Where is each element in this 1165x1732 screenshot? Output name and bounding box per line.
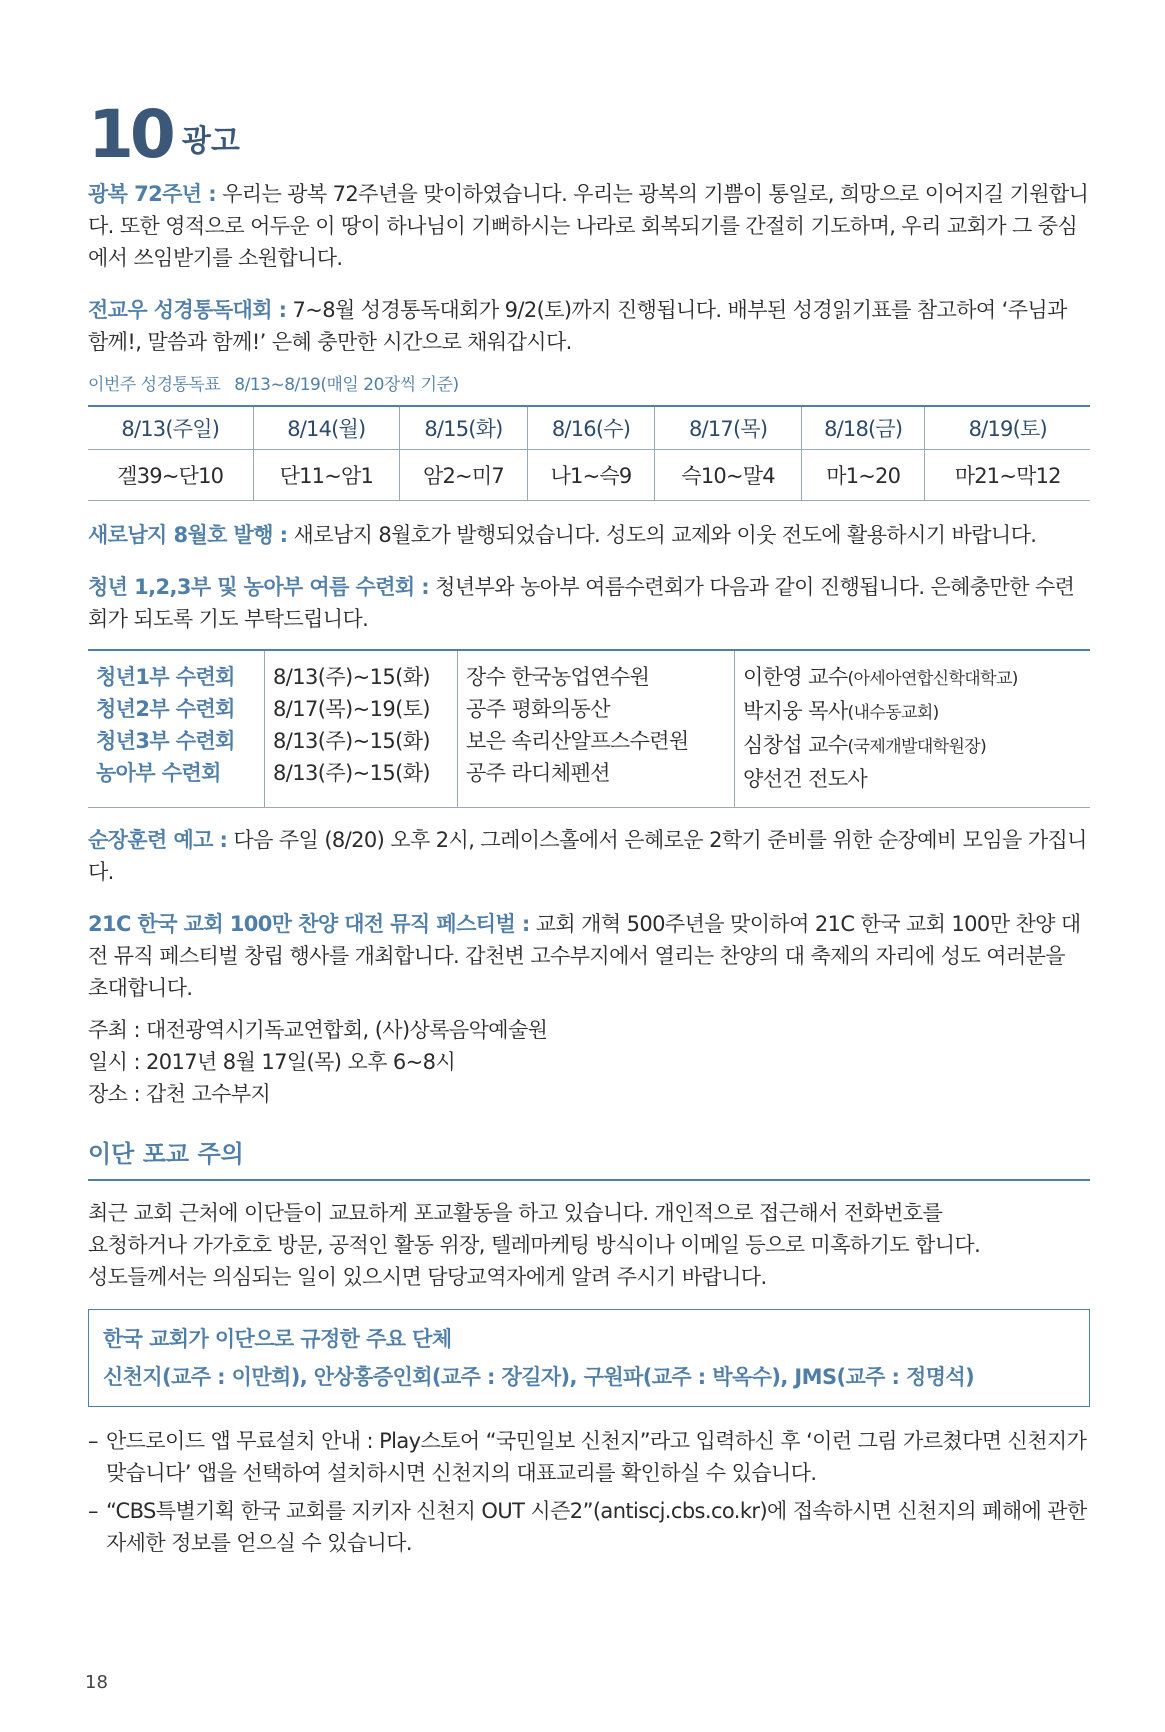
retreat-speaker: 박지웅 목사(내수동교회) bbox=[743, 699, 939, 723]
speaker-affiliation: (국제개발대학원장) bbox=[847, 737, 987, 757]
speaker-affiliation: (내수동교회) bbox=[847, 703, 939, 723]
heresy-body bbox=[88, 1197, 1090, 1293]
table-row bbox=[88, 450, 1090, 501]
announcement-page bbox=[88, 96, 1090, 1565]
note-text: “CBS특별기획 한국 교회를 지키자 신천지 OUT 시즌2”(antiscj.cbs.co.kr)에 접속하시면 신천지의 폐해에 관한 자세한 정보를 얻으실 수 있습니다. bbox=[106, 1499, 1087, 1555]
retreat-name: 청년2부 수련회 bbox=[96, 697, 235, 721]
announcement-text: 교회 개혁 500주년을 맞이하여 21C 한국 교회 100만 찬양 대전 뮤직 페스티벌 창립 행사를 개최합니다. 갑천변 고수부지에서 열리는 찬양의 대 축제의 자리에 성도 여러분을 초대합니다. bbox=[88, 912, 1081, 1000]
announcement-music-festival bbox=[88, 908, 1090, 1004]
announcement-text: 다음 주일 (8/20) 오후 2시, 그레이스홀에서 은혜로운 2학기 준비를 위한 순장예비 모임을 가집니다. bbox=[88, 828, 1087, 884]
table-row bbox=[88, 650, 1090, 808]
table-cell: 겔39~단10 bbox=[117, 464, 224, 488]
retreat-speaker: 양선건 전도사 bbox=[743, 767, 868, 791]
announcement-label: 순장훈련 예고 : bbox=[88, 828, 228, 852]
retreat-place: 보은 속리산알프스수련원 bbox=[466, 729, 689, 753]
announcement-retreat bbox=[88, 571, 1090, 635]
retreat-date: 8/13(주)~15(화) bbox=[273, 761, 431, 785]
table-header-cell: 8/16(수) bbox=[527, 406, 655, 450]
table-cell: 암2~미7 bbox=[400, 450, 528, 501]
heresy-body-line: 요청하거나 가가호호 방문, 공적인 활동 위장, 텔레마케팅 방식이나 이메일 등으로 미혹하기도 합니다. bbox=[88, 1233, 981, 1257]
dash-bullet: – bbox=[88, 1429, 98, 1453]
dash-bullet: – bbox=[88, 1499, 98, 1523]
retreat-name: 청년1부 수련회 bbox=[96, 665, 235, 689]
table-cell: 슥10~말4 bbox=[655, 450, 802, 501]
retreat-date: 8/17(목)~19(토) bbox=[273, 697, 431, 721]
announcement-text: 새로남지 8월호가 발행되었습니다. 성도의 교제와 이웃 전도에 활용하시기 바랍니다. bbox=[287, 523, 1037, 547]
heresy-groups-box bbox=[88, 1309, 1090, 1407]
reading-table-caption bbox=[88, 370, 1090, 395]
heresy-body-line: 성도들께서는 의심되는 일이 있으시면 담당교역자에게 알려 주시기 바랍니다. bbox=[88, 1265, 767, 1289]
section-heading bbox=[88, 96, 1090, 173]
retreat-places bbox=[458, 650, 735, 808]
retreat-name: 농아부 수련회 bbox=[96, 761, 221, 785]
heresy-box-list: 신천지(교주 : 이만희), 안상홍증인회(교주 : 장길자), 구원파(교주 : 박옥수), JMS(교주 : 정명석) bbox=[103, 1365, 975, 1389]
table-header-cell: 8/13(주일) bbox=[88, 406, 253, 450]
retreat-name: 청년3부 수련회 bbox=[96, 729, 235, 753]
table-header-cell: 8/15(화) bbox=[400, 406, 528, 450]
table-header-cell: 8/17(목) bbox=[655, 406, 802, 450]
note-android-app bbox=[88, 1425, 1090, 1489]
retreat-place: 장수 한국농업연수원 bbox=[466, 665, 650, 689]
heresy-body-line: 최근 교회 근처에 이단들이 교묘하게 포교활동을 하고 있습니다. 개인적으로 접근해서 전화번호를 bbox=[88, 1201, 943, 1225]
heresy-box-title: 한국 교회가 이단으로 규정한 주요 단체 bbox=[103, 1327, 452, 1351]
announcement-liberation bbox=[88, 178, 1090, 274]
announcement-newsletter bbox=[88, 519, 1090, 551]
table-cell: 마21~막12 bbox=[925, 450, 1090, 501]
announcement-text: 우리는 광복 72주년을 맞이하였습니다. 우리는 광복의 기쁨이 통일로, 희망으로 이어지길 기원합니다. 또한 영적으로 어두운 이 땅이 하나님이 기뻐하시는 나라로 회복되기를 간절히 기도하며, 우리 교회가 그 중심에서 쓰임받기를 소원합니다. bbox=[88, 182, 1089, 270]
table-cell: 단11~암1 bbox=[253, 450, 400, 501]
retreat-speaker: 심창섭 교수(국제개발대학원장) bbox=[743, 733, 987, 757]
announcement-label: 새로남지 8월호 발행 : bbox=[88, 523, 288, 547]
retreat-date: 8/13(주)~15(화) bbox=[273, 665, 431, 689]
retreat-names bbox=[88, 650, 265, 808]
table-header-cell: 8/18(금) bbox=[801, 406, 925, 450]
festival-info bbox=[88, 1014, 1090, 1110]
section-title: 광고 bbox=[181, 124, 240, 159]
caption-range: 8/13~8/19(매일 20장씩 기준) bbox=[234, 375, 459, 395]
announcement-leader-training bbox=[88, 824, 1090, 888]
caption-title: 이번주 성경통독표 bbox=[88, 375, 221, 395]
retreat-date: 8/13(주)~15(화) bbox=[273, 729, 431, 753]
table-header-cell: 8/19(토) bbox=[925, 406, 1090, 450]
speaker-affiliation: (아세아연합신학대학교) bbox=[847, 669, 1018, 689]
announcement-text: 청년부와 농아부 여름수련회가 다음과 같이 진행됩니다. 은혜충만한 수련회가 되도록 기도 부탁드립니다. bbox=[88, 575, 1075, 631]
announcement-label: 광복 72주년 : bbox=[88, 182, 216, 206]
table-cell: 나1~슥9 bbox=[527, 450, 655, 501]
announcement-label: 청년 1,2,3부 및 농아부 여름 수련회 : bbox=[88, 575, 430, 599]
table-header-row bbox=[88, 406, 1090, 450]
table-cell: 마1~20 bbox=[801, 450, 925, 501]
note-cbs-special bbox=[88, 1495, 1090, 1559]
announcement-bible-reading bbox=[88, 294, 1090, 358]
retreat-speakers bbox=[735, 650, 1091, 808]
retreat-speaker: 이한영 교수(아세아연합신학대학교) bbox=[743, 665, 1018, 689]
retreat-dates bbox=[265, 650, 458, 808]
table-header-cell: 8/14(월) bbox=[253, 406, 400, 450]
retreat-place: 공주 라디체펜션 bbox=[466, 761, 610, 785]
announcement-text: 7~8월 성경통독대회가 9/2(토)까지 진행됩니다. 배부된 성경읽기표를 참고하여 ‘주님과 함께!, 말씀과 함께!’ 은혜 충만한 시간으로 채워갑시다. bbox=[88, 298, 1067, 354]
festival-time: 일시 : 2017년 8월 17일(목) 오후 6~8시 bbox=[88, 1050, 456, 1074]
announcement-label: 21C 한국 교회 100만 찬양 대전 뮤직 페스티벌 : bbox=[88, 912, 530, 936]
retreat-place: 공주 평화의동산 bbox=[466, 697, 610, 721]
section-number: 10 bbox=[88, 96, 172, 173]
reading-schedule-table bbox=[88, 405, 1090, 501]
heresy-section-title: 이단 포교 주의 bbox=[88, 1134, 1090, 1181]
page-number: 18 bbox=[85, 1672, 108, 1693]
festival-place: 장소 : 갑천 고수부지 bbox=[88, 1082, 271, 1106]
note-text: 안드로이드 앱 무료설치 안내 : Play스토어 “국민일보 신천지”라고 입력하신 후 ‘이런 그림 가르쳤다면 신천지가 맞습니다’ 앱을 선택하여 설치하시면 신천지의 대표교리를 확인하실 수 있습니다. bbox=[106, 1429, 1087, 1485]
festival-host: 주최 : 대전광역시기독교연합회, (사)상록음악예술원 bbox=[88, 1018, 548, 1042]
retreat-table bbox=[88, 649, 1090, 808]
announcement-label: 전교우 성경통독대회 : bbox=[88, 298, 287, 322]
